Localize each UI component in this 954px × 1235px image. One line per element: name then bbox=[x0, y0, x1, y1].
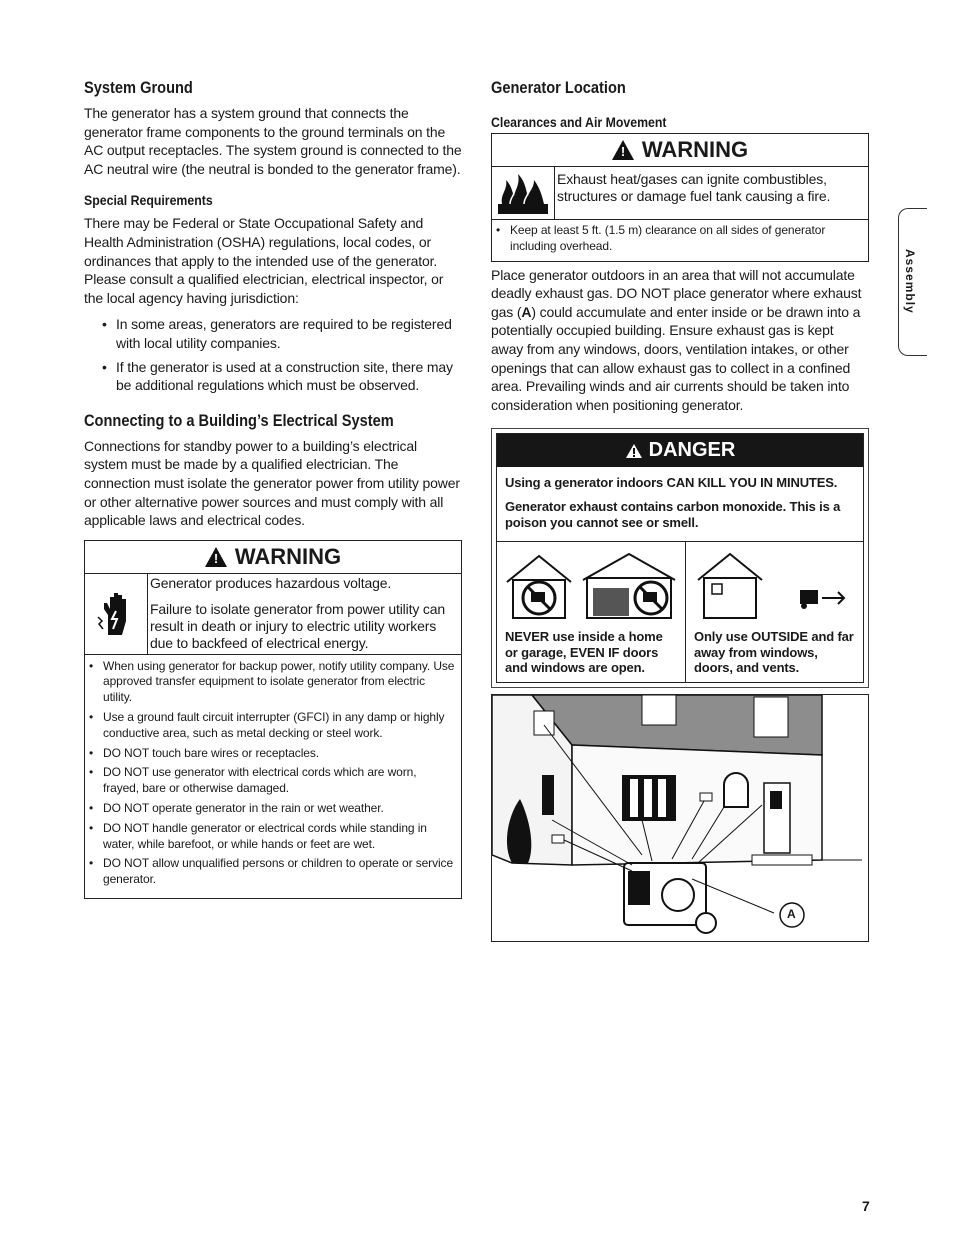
warning-header bbox=[492, 134, 868, 167]
never-indoors-text: NEVER use inside a home or garage, EVEN IF doors and windows are open. bbox=[505, 629, 663, 676]
warning-line-1: Generator produces hazardous voltage. bbox=[150, 574, 392, 591]
never-indoors-text-body: NEVER use inside a home or garage, EVEN IF doors and windows are open bbox=[505, 629, 663, 676]
warning-bullet-list bbox=[85, 655, 461, 898]
warning-text: Exhaust heat/gases can ignite combustibles, structures or damage fuel tank causing a fire. bbox=[557, 171, 831, 204]
special-requirements-title: Special Requirements bbox=[84, 192, 213, 209]
generator-placement-illustration bbox=[491, 694, 869, 942]
warning-bullet-list bbox=[492, 220, 868, 261]
warning-heading: WARNING bbox=[641, 137, 749, 162]
system-ground-text: The generator has a system ground that connects the generator frame components to the ground terminals on the AC output receptacles. The system ground is connected to the AC neutral wire (the neutral is bonded to the generator frame). bbox=[84, 105, 462, 177]
warning-triangle-icon: ! bbox=[205, 547, 227, 567]
voltage-warning-box bbox=[84, 540, 462, 899]
house-generator-drawing-icon bbox=[492, 695, 868, 941]
danger-line-2: Generator exhaust contains carbon monoxide. This is a poison you cannot see or smell. bbox=[505, 499, 841, 531]
warning-line-2: Failure to isolate generator from power utility can result in death or injury to electric utility workers due to backfeed of electrical energy. bbox=[150, 600, 446, 651]
fire-warning-box bbox=[491, 133, 869, 262]
warning-row bbox=[85, 574, 461, 655]
side-tab-label: Assembly bbox=[903, 249, 917, 314]
danger-line-1: Using a generator indoors CAN KILL YOU IN MINUTES. bbox=[505, 475, 838, 491]
generator-location-title: Generator Location bbox=[491, 78, 626, 97]
callout-a-label: A bbox=[787, 906, 796, 921]
danger-line-2-text: Generator exhaust contains carbon monoxide. This is a poison you cannot see or smell bbox=[505, 499, 841, 531]
left-column bbox=[84, 78, 462, 899]
location-text-part-2: ) could accumulate and enter inside or be drawn into a potentially occupied building. Ensure exhaust gas is kept away from any windows, doors, ventilation intakes, or other openings that can allow exhaust gas to collect in a confined area. Prevailing winds and air currents should be taken into consideration when positioning generator. bbox=[491, 303, 861, 413]
warning-header bbox=[85, 541, 461, 574]
connecting-title: Connecting to a Building’s Electrical System bbox=[84, 410, 394, 430]
special-requirements-text: There may be Federal or State Occupational Safety and Health Administration (OSHA) regulations, local codes, or ordinances that apply to the intended use of the generator. Please consult a qualified electrician, electrical inspector, or the local agency having jurisdiction: bbox=[84, 215, 444, 306]
warning-row bbox=[492, 167, 868, 220]
section-side-tab bbox=[898, 208, 927, 356]
location-text bbox=[491, 266, 869, 415]
list-item: • DO NOT handle generator or electrical cords while standing in water, while barefoot, or while hands or feet are wet. bbox=[89, 821, 455, 853]
list-item: • Keep at least 5 ft. (1.5 m) clearance on all sides of generator including overhead. bbox=[496, 223, 862, 255]
danger-box bbox=[491, 428, 869, 688]
location-text-part-1: Place generator outdoors in an area that will not accumulate deadly exhaust gas. DO NOT place generator where exhaust gas ( bbox=[491, 266, 862, 320]
list-item: • In some areas, generators are required to be registered with local utility companies. bbox=[102, 315, 462, 352]
list-item: • DO NOT allow unqualified persons or children to operate or service generator. bbox=[89, 856, 455, 888]
list-item: • DO NOT operate generator in the rain or wet weather. bbox=[89, 801, 455, 817]
warning-triangle-icon: ! bbox=[612, 140, 634, 160]
house-garage-no-generator-icon bbox=[505, 546, 677, 620]
list-item: • Use a ground fault circuit interrupter (GFCI) in any damp or highly conductive area, such as metal decking or steel work. bbox=[89, 710, 455, 742]
location-text-bold: A bbox=[521, 303, 532, 320]
warning-heading: WARNING bbox=[234, 543, 342, 569]
list-item: • DO NOT touch bare wires or receptacles. bbox=[89, 746, 455, 762]
list-item: • DO NOT use generator with electrical cords which are worn, frayed, bare or otherwise damaged. bbox=[89, 765, 455, 797]
right-column bbox=[491, 78, 869, 942]
electric-shock-hand-icon bbox=[85, 574, 148, 654]
list-item: • When using generator for backup power, notify utility company. Use approved transfer equipment to isolate generator from electric utility. bbox=[89, 659, 455, 706]
system-ground-title: System Ground bbox=[84, 78, 193, 97]
list-item: • If the generator is used at a construction site, there may be additional regulations which must be observed. bbox=[102, 358, 462, 395]
never-indoors-panel bbox=[497, 542, 685, 682]
fire-icon bbox=[492, 167, 555, 219]
danger-header bbox=[497, 434, 863, 467]
outside-only-text: Only use OUTSIDE and far away from windows, doors, and vents. bbox=[694, 629, 854, 676]
outside-only-panel bbox=[685, 542, 866, 682]
clearances-title: Clearances and Air Movement bbox=[491, 114, 667, 130]
danger-heading: DANGER bbox=[648, 439, 736, 462]
outside-only-text-body: Only use OUTSIDE and far away from windows, doors, and vents bbox=[694, 629, 854, 676]
house-outdoor-generator-icon bbox=[694, 546, 858, 620]
connecting-text: Connections for standby power to a building’s electrical system must be made by a qualified electrician. The connection must isolate the generator power from utility power or other alternative power sources and must comply with all applicable laws and electrical codes. bbox=[84, 437, 460, 529]
page-number: 7 bbox=[862, 1198, 870, 1214]
special-requirements-list bbox=[84, 315, 462, 394]
danger-triangle-icon bbox=[625, 443, 643, 459]
